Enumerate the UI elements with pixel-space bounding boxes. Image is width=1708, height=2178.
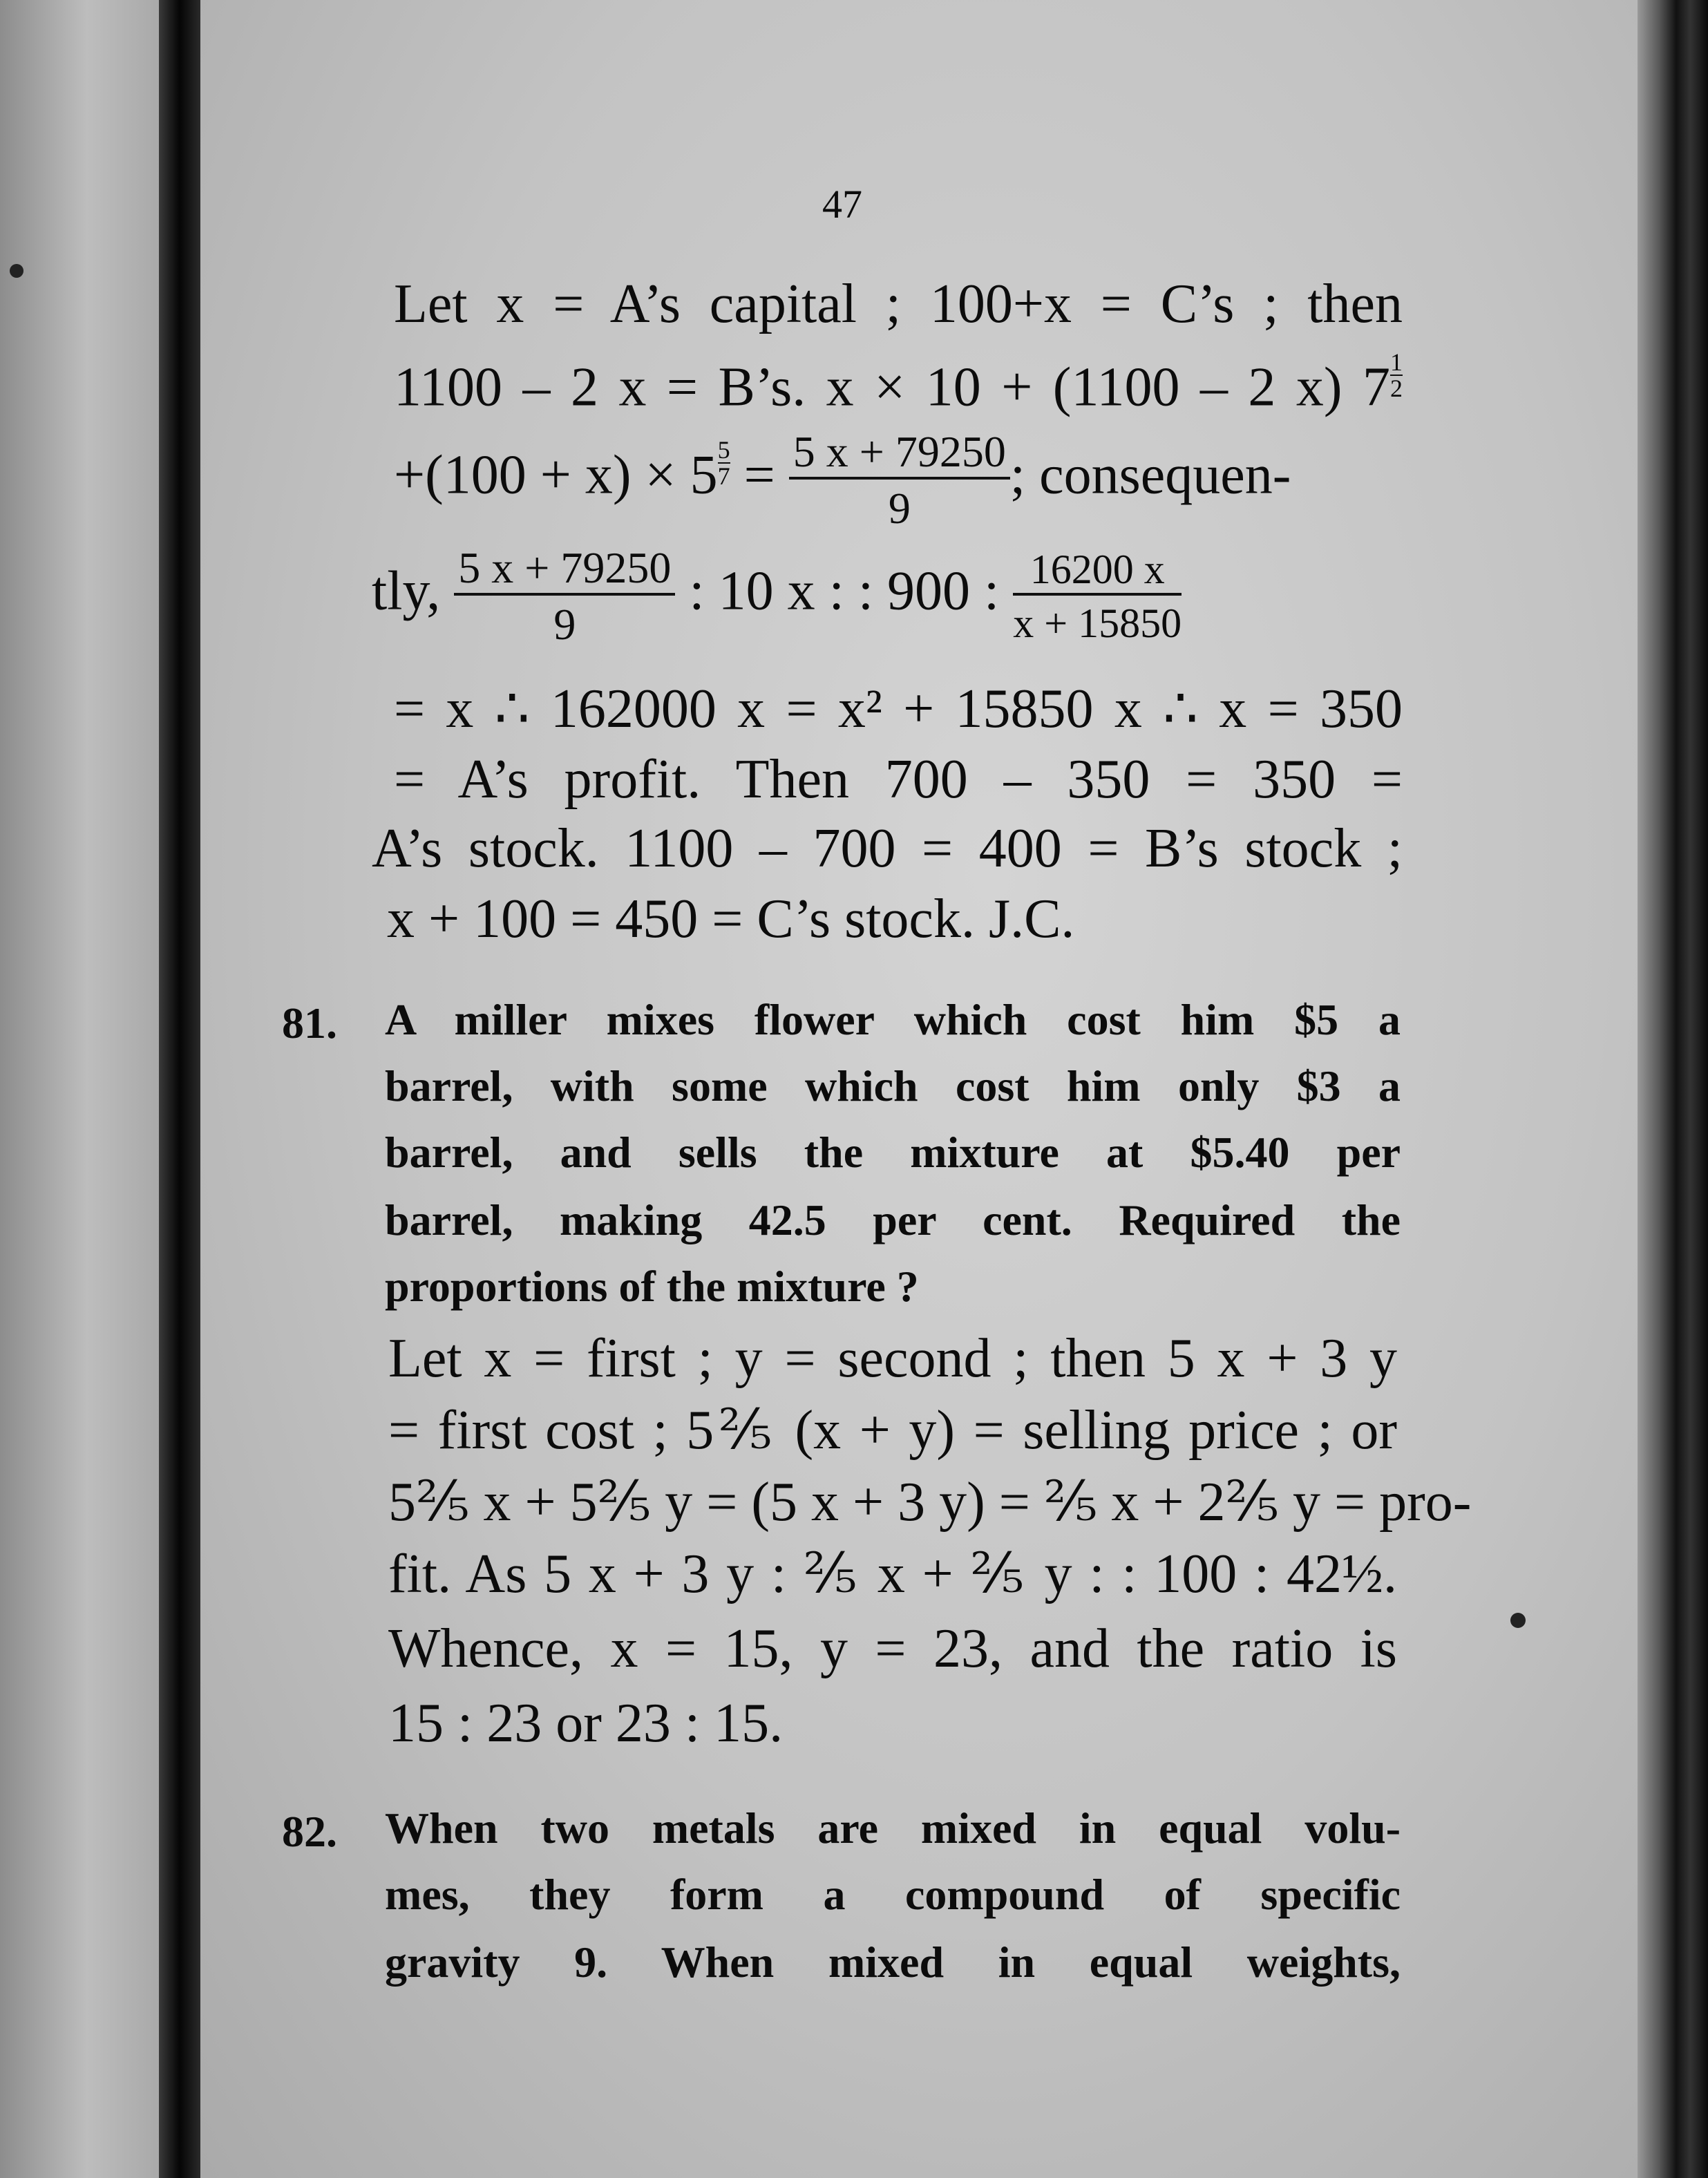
problem-82-line-3: gravity 9. When mixed in equal weights,	[385, 1938, 1401, 1987]
fraction-right: $\frac{16200 x}{x + 15850}$	[1013, 547, 1182, 646]
problem-81-line-2: barrel, with some which cost him only $3 a	[385, 1061, 1401, 1110]
scan-speck	[10, 264, 23, 278]
proportion-middle: : 10 x : : 900 :	[675, 560, 1014, 622]
problem-81-line-5: proportions of the mixture ?	[385, 1262, 919, 1311]
adjacent-page-edge	[0, 0, 159, 2178]
solution-80-line-1: Let x = A’s capital ; 100+x = C’s ; then	[394, 274, 1403, 334]
problem-82-number: 82.	[282, 1807, 337, 1856]
solution-80-line-3	[394, 427, 1403, 533]
solution-80-line-7: A’s stock. 1100 – 700 = 400 = B’s stock ;	[372, 818, 1403, 879]
page-number: 47	[822, 182, 862, 227]
problem-82-line-1: When two metals are mixed in equal volu-	[385, 1803, 1401, 1853]
problem-81-line-3: barrel, and sells the mixture at $5.40 per	[385, 1128, 1401, 1177]
solution-81-line-1: Let x = first ; y = second ; then 5 x + 3 y	[388, 1328, 1397, 1389]
solution-80-line-2	[394, 348, 1403, 418]
book-gutter	[159, 0, 200, 2178]
equals-sign: =	[730, 444, 789, 506]
scan-speck	[1510, 1613, 1526, 1628]
problem-81-number: 81.	[282, 998, 337, 1048]
fraction-left: $\frac{5 x + 79250}{9}$	[454, 546, 675, 647]
solution-80-line-4	[372, 543, 1401, 649]
solution-81-line-3: 5⅖ x + 5⅖ y = (5 x + 3 y) = ⅖ x + 2⅖ y = pro-	[388, 1472, 1472, 1533]
solution-80-line-2-text: 1100 – 2 x = B’s. x × 10 + (1100 – 2 x) 7	[394, 357, 1390, 418]
solution-81-line-5: Whence, x = 15, y = 23, and the ratio is	[388, 1618, 1397, 1679]
solution-81-line-4: fit. As 5 x + 3 y : ⅖ x + ⅖ y : : 100 : 42½.	[388, 1544, 1397, 1604]
solution-80-line-3-pre: +(100 + x) × 5	[394, 444, 718, 506]
fraction-half: $\frac{1}{2}$	[1390, 348, 1403, 402]
page-edge-shadow	[1638, 0, 1708, 2178]
solution-80-line-5: = x ∴ 162000 x = x² + 15850 x ∴ x = 350	[394, 679, 1403, 739]
fraction-5x-79250-over-9: $\frac{5 x + 79250}{9}$	[789, 430, 1010, 531]
solution-80-line-4-pre: tly,	[372, 560, 455, 622]
problem-81-line-1: A miller mixes flower which cost him $5 a	[385, 995, 1401, 1044]
solution-81-line-6: 15 : 23 or 23 : 15.	[388, 1693, 784, 1754]
solution-80-line-8: x + 100 = 450 = C’s stock. J.C.	[387, 889, 1075, 949]
solution-80-line-3-post: ; consequen-	[1009, 444, 1291, 506]
solution-81-line-2: = first cost ; 5⅖ (x + y) = selling price ; or	[388, 1400, 1397, 1461]
problem-82-line-2: mes, they form a compound of specific	[385, 1870, 1401, 1919]
mixed-fraction-5-7: $\frac{5}{7}$	[717, 435, 730, 490]
solution-80-line-6: = A’s profit. Then 700 – 350 = 350 =	[394, 749, 1403, 810]
problem-81-line-4: barrel, making 42.5 per cent. Required the	[385, 1195, 1401, 1244]
